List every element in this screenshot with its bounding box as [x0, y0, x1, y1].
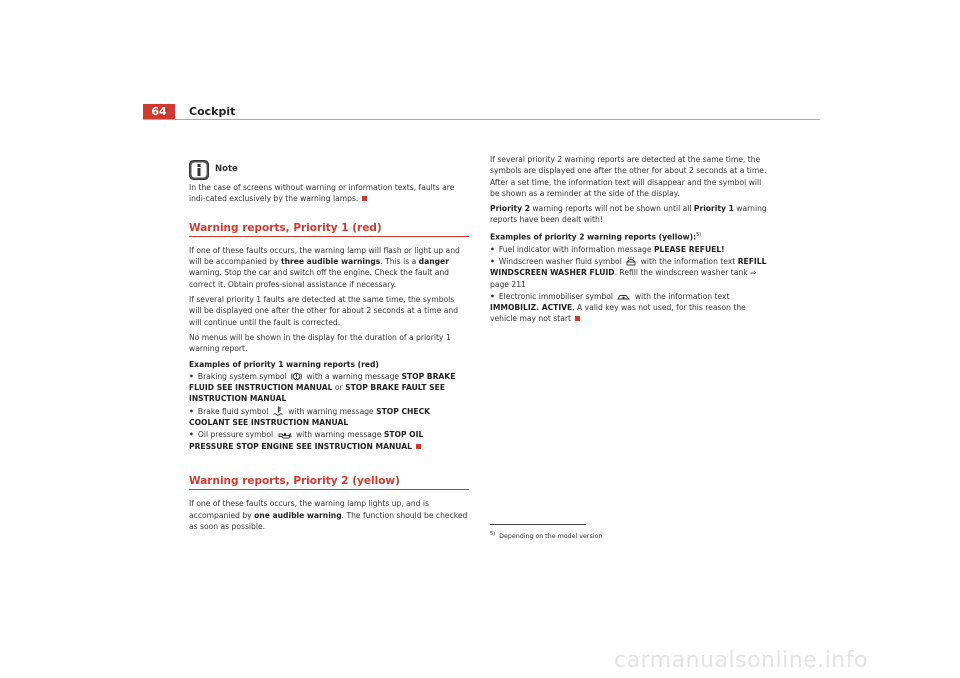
list-item: • Braking system symbol with a warning message STOP BRAKE FLUID SEE INSTRUCTION MANUAL or STOP BRAKE FAULT SEE INSTRUCTION MANUAL: [189, 371, 456, 404]
brake-system-icon: [291, 372, 302, 381]
page-reference-link[interactable]: ⇒ page 211: [490, 268, 757, 289]
footnote-ref: 5): [696, 231, 702, 238]
footnote: $^{5)}$ Depending on the model version: [490, 531, 603, 541]
right-examples-heading: Examples of priority 2 warning reports (yellow):$^{5)}$: [490, 231, 702, 242]
section1-paragraph-3: No menus will be shown in the display for the duration of a priority 1 warning report.: [189, 332, 451, 354]
section1-heading: Warning reports, Priority 1 (red): [189, 223, 469, 237]
list-item: • Fuel indicator with information message PLEASE REFUEL!: [490, 244, 725, 254]
section1-paragraph-2: If several priority 1 faults are detected at the same time, the symbols will be displayed one after the other for about 2 seconds at a time and will continue until the fault is corrected.: [189, 295, 459, 327]
list-item: • Electronic immobiliser symbol with the information text IMMOBILIZ. ACTIVE. A valid key was not used, for this reason the vehicle may not start: [490, 291, 746, 324]
list-item: • Brake fluid symbol with warning message STOP CHECK COOLANT SEE INSTRUCTION MANUAL: [189, 406, 431, 428]
note-title: Note: [215, 164, 238, 175]
right-examples-list: [490, 244, 770, 325]
section1-examples-list: [189, 371, 469, 452]
right-paragraph-2: Priority 2 warning reports will not be shown until all Priority 1 warning reports have been dealt with!: [490, 204, 767, 225]
left-column: [189, 160, 469, 536]
section2-heading: Warning reports, Priority 2 (yellow): [189, 476, 469, 490]
section1-examples-heading: Examples of priority 1 warning reports (red): [189, 359, 379, 369]
right-column: [490, 154, 770, 326]
oil-pressure-icon: [278, 431, 292, 439]
page-title: Cockpit: [189, 105, 236, 118]
note-text: In the case of screens without warning or information texts, faults are indi-cated exclusively by the warning lamps.: [189, 183, 455, 204]
note-header: [189, 160, 469, 180]
immobiliser-icon: [617, 293, 630, 301]
end-mark-icon: [362, 196, 367, 201]
section1-paragraph-1: If one of these faults occurs, the warning lamp will flash or light up and will be accompanied by three audible warnings. This is a danger warning. Stop the car and switch off the engine. Check the fault and correct it. Obtain profes-sional assistance if necessary.: [189, 245, 460, 289]
page-number: 64: [143, 104, 175, 120]
watermark: carmanualsonline.info: [614, 648, 868, 673]
right-paragraph-1: If several priority 2 warning reports are detected at the same time, the symbols are displayed one after the other for about 2 seconds at a time. After a set time, the information text will disappear and the symbol will be shown as a reminder at the side of the display.: [490, 155, 767, 198]
end-mark-icon: [416, 444, 421, 449]
header-rule: [143, 119, 820, 120]
section2-paragraph-1: If one of these faults occurs, the warning lamp lights up, and is accompanied by one audible warning. The function should be checked as soon as possible.: [189, 499, 468, 531]
note-info-icon: [189, 160, 209, 180]
footnote-rule: [490, 524, 586, 525]
end-mark-icon: [575, 316, 580, 321]
washer-fluid-icon: [626, 256, 636, 266]
list-item: • Oil pressure symbol with warning message STOP OIL PRESSURE STOP ENGINE SEE INSTRUCTION MANUAL: [189, 430, 424, 451]
list-item: • Windscreen washer fluid symbol with the information text REFILL WINDSCREEN WASHER FLUID. Refill the windscreen washer tank ⇒ page 211: [490, 256, 767, 289]
brake-fluid-icon: [273, 406, 284, 416]
